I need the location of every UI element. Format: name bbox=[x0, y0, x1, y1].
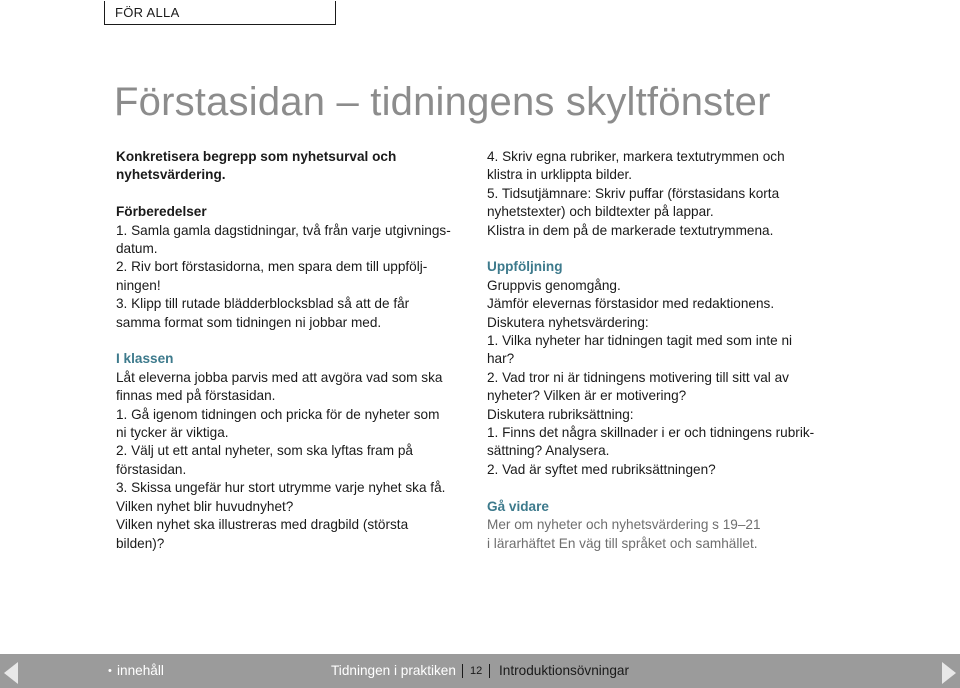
contents-link[interactable]: innehåll bbox=[117, 663, 164, 678]
text-line: nyhetstexter) och bildtexter på lappar. bbox=[487, 204, 714, 220]
paragraph-gap bbox=[116, 185, 476, 203]
text-line: Diskutera nyhetsvärdering: bbox=[487, 314, 649, 330]
footer-bar bbox=[0, 654, 960, 688]
text-line: 2. Riv bort förstasidorna, men spara dem till uppfölj- bbox=[116, 259, 428, 275]
text-line: 5. Tidsutjämnare: Skriv puffar (förstasidans korta bbox=[487, 185, 780, 201]
left-column bbox=[116, 148, 476, 553]
text-line: samma format som tidningen ni jobbar med. bbox=[116, 314, 382, 330]
bullet-icon: • bbox=[108, 665, 112, 677]
text-line: Låt eleverna jobba parvis med att avgöra vad som ska bbox=[116, 369, 443, 385]
text-line: Vilken nyhet ska illustreras med dragbild (största bbox=[116, 517, 409, 533]
text-line: Vilken nyhet blir huvudnyhet? bbox=[116, 498, 294, 514]
text-line: Mer om nyheter och nyhetsvärdering s 19–21 bbox=[487, 517, 761, 533]
text-line: 1. Samla gamla dagstidningar, två från varje utgivnings- bbox=[116, 222, 451, 238]
text-line: bilden)? bbox=[116, 535, 165, 551]
text-line: klistra in urklippta bilder. bbox=[487, 167, 633, 183]
text-line: Gruppvis genomgång. bbox=[487, 277, 621, 293]
text-line: ni tycker är viktiga. bbox=[116, 425, 229, 441]
text-line: förstasidan. bbox=[116, 461, 187, 477]
text-line: nyheter? Vilken är er motivering? bbox=[487, 388, 687, 404]
text-line: 4. Skriv egna rubriker, markera textutrymmen och bbox=[487, 149, 785, 164]
text-line: sättning? Analysera. bbox=[487, 443, 610, 459]
text-line: nyhetsvärdering. bbox=[116, 167, 226, 183]
text-line: 1. Vilka nyheter har tidningen tagit med som inte ni bbox=[487, 333, 793, 349]
text-line: ningen! bbox=[116, 277, 161, 293]
text-line: Konkretisera begrepp som nyhetsurval och bbox=[116, 149, 397, 164]
next-page-arrow-icon[interactable] bbox=[942, 662, 956, 684]
footer-divider bbox=[489, 664, 490, 678]
text-line: 3. Skissa ungefär hur stort utrymme varje nyhet ska få. bbox=[116, 480, 446, 496]
page-title: Förstasidan – tidningens skyltfönster bbox=[114, 80, 771, 124]
text-line: har? bbox=[487, 351, 515, 367]
paragraph-gap bbox=[487, 479, 847, 497]
text-line: 3. Klipp till rutade blädderblocksblad så att de får bbox=[116, 296, 410, 312]
right-column bbox=[487, 148, 847, 553]
section-heading: I klassen bbox=[116, 351, 174, 367]
footer-divider bbox=[462, 664, 463, 678]
book-title: Tidningen i praktiken bbox=[331, 663, 456, 678]
paragraph-gap bbox=[116, 332, 476, 350]
page-number: 12 bbox=[470, 665, 483, 677]
section-heading: Gå vidare bbox=[487, 498, 549, 514]
text-line: 2. Vad är syftet med rubriksättningen? bbox=[487, 461, 716, 477]
text-line: Diskutera rubriksättning: bbox=[487, 406, 634, 422]
text-line: i lärarhäftet En väg till språket och samhället. bbox=[487, 535, 758, 551]
text-line: 2. Välj ut ett antal nyheter, som ska lyftas fram på bbox=[116, 443, 413, 459]
text-line: 1. Gå igenom tidningen och pricka för de nyheter som bbox=[116, 406, 440, 422]
text-line: 1. Finns det några skillnader i er och tidningens rubrik- bbox=[487, 425, 815, 441]
text-line: datum. bbox=[116, 241, 158, 257]
previous-page-arrow-icon[interactable] bbox=[4, 662, 18, 684]
section-tag: FÖR ALLA bbox=[104, 1, 336, 25]
text-line: finnas med på förstasidan. bbox=[116, 388, 276, 404]
section-heading: Förberedelser bbox=[116, 204, 207, 220]
text-line: Klistra in dem på de markerade textutrymmena. bbox=[487, 222, 774, 238]
text-line: 2. Vad tror ni är tidningens motivering till sitt val av bbox=[487, 369, 789, 385]
section-heading: Uppföljning bbox=[487, 259, 563, 275]
paragraph-gap bbox=[487, 240, 847, 258]
section-title: Introduktionsövningar bbox=[499, 663, 629, 678]
text-line: Jämför elevernas förstasidor med redaktionens. bbox=[487, 296, 775, 312]
